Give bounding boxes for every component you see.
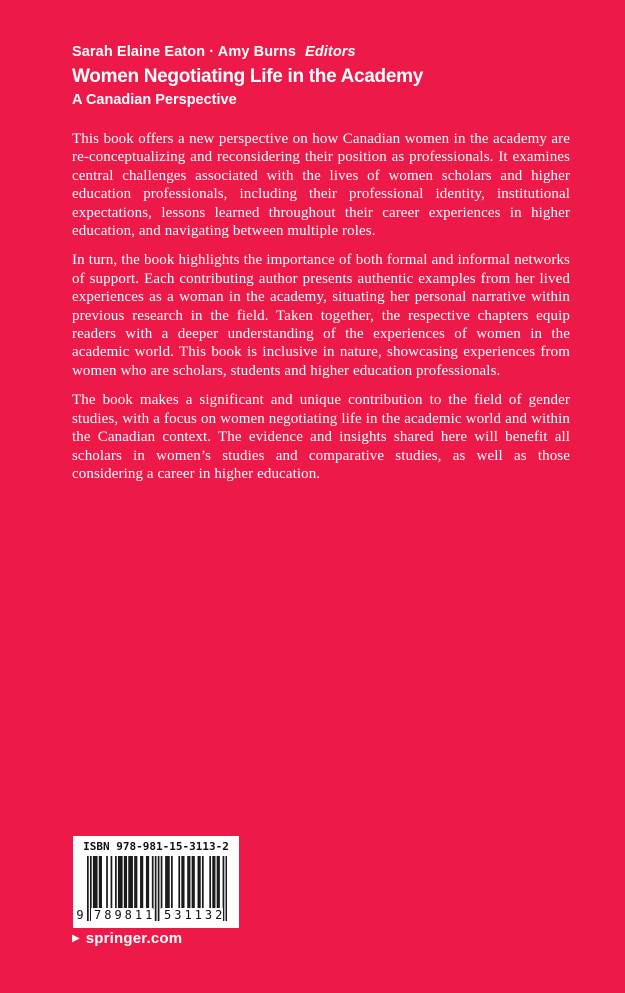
isbn-label: ISBN 978-981-15-3113-2: [83, 840, 229, 853]
blurb-paragraph-3: The book makes a significant and unique contribution to the field of gender studies, with a focus on women negotiating life in the academic world and within the Canadian context. The evidence and insights shared here will benefit all scholars in women’s studies and comparative studies, as well as those considering a career in higher education.: [72, 392, 570, 482]
book-subtitle: A Canadian Perspective: [72, 92, 237, 108]
publisher-footer: [72, 930, 182, 948]
blurb: [72, 130, 570, 494]
authors-line: [72, 43, 572, 61]
blurb-paragraph-2: In turn, the book highlights the importance of both formal and informal networks of support. Each contributing author presents authentic examples from her lived experiences as a woman in the academy, situating her personal narrative within previous research in the field. Taken together, the respective chapters equip readers with a deeper understanding of the experiences of women in the academic world. This book is inclusive in nature, showcasing experiences from women who are scholars, students and higher education professionals.: [72, 252, 570, 379]
book-title: Women Negotiating Life in the Academy: [72, 66, 423, 87]
editors-label: Editors: [305, 44, 356, 60]
author-names: Sarah Elaine Eaton · Amy Burns: [72, 44, 297, 60]
isbn-barcode-box: [73, 836, 239, 928]
barcode-digits: [73, 908, 239, 922]
arrow-icon: ▶: [72, 933, 80, 944]
barcode-digit-group: 789811: [91, 908, 153, 922]
blurb-paragraph-1: This book offers a new perspective on how Canadian women in the academy are re-conceptualizing and reconsidering their position as professionals. It examines central challenges associated with the lives of women scholars and higher education professionals, including their professional identity, institutional expectations, lessons learned throughout their career experiences in higher education, and navigating between multiple roles.: [72, 131, 570, 240]
header: [72, 43, 572, 109]
barcode-digit-group: 531132: [161, 908, 223, 922]
publisher-url: springer.com: [85, 930, 183, 947]
barcode-digit-group: 9: [74, 908, 86, 922]
